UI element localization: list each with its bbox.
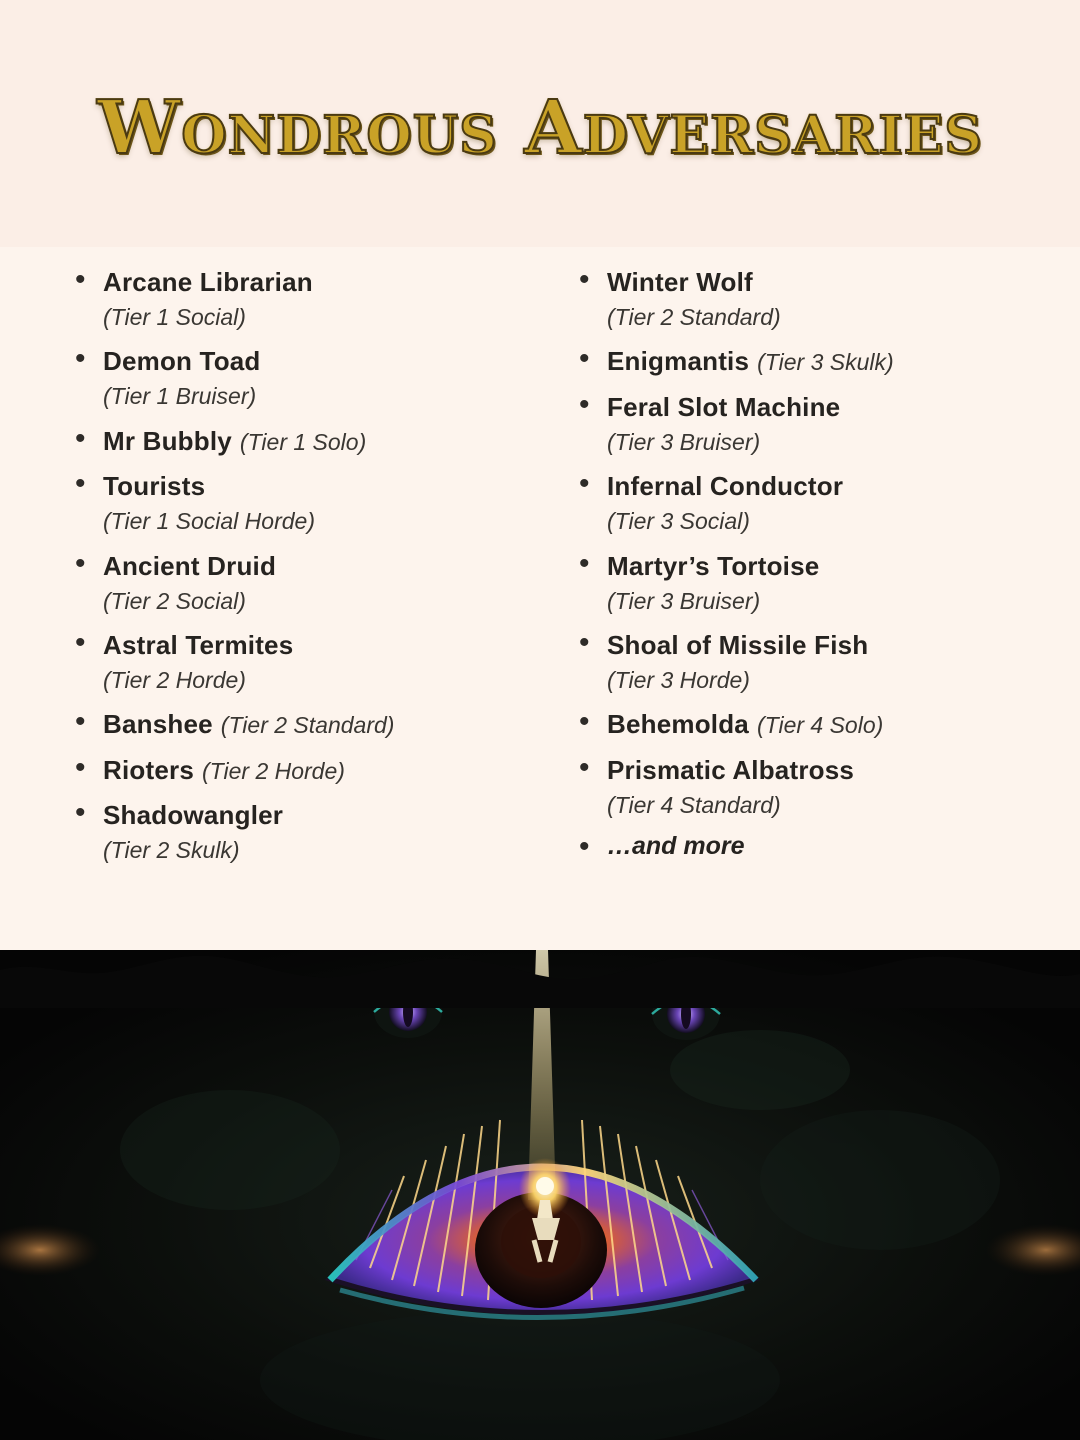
adversary-list-item bbox=[559, 549, 1025, 618]
adversary-list-item bbox=[559, 265, 1025, 334]
adversary-tier: (Tier 3 Horde) bbox=[607, 667, 750, 694]
adversary-list-item bbox=[559, 344, 1025, 379]
adversary-tier: (Tier 2 Skulk) bbox=[103, 837, 240, 864]
adversary-name: Rioters bbox=[103, 754, 194, 785]
adversary-tier: (Tier 3 Bruiser) bbox=[607, 428, 761, 455]
page-title: Wondrous Adversaries bbox=[97, 84, 983, 171]
adversary-name: Ancient Druid bbox=[103, 550, 277, 581]
adversary-list-right bbox=[559, 265, 1025, 861]
adversary-tier: (Tier 1 Social) bbox=[103, 303, 246, 330]
adversary-list-item bbox=[559, 628, 1025, 697]
adversary-list-item bbox=[55, 549, 521, 618]
adversary-name: Enigmantis bbox=[607, 346, 750, 377]
adversary-tier: (Tier 1 Bruiser) bbox=[103, 383, 257, 410]
adversary-name: Banshee bbox=[103, 709, 213, 740]
adversary-tier: (Tier 3 Bruiser) bbox=[607, 587, 761, 614]
adversary-name: …and more bbox=[607, 832, 745, 861]
adversary-list-item bbox=[55, 753, 521, 788]
adversary-name: Feral Slot Machine bbox=[607, 391, 841, 422]
adversary-list-left bbox=[55, 265, 521, 868]
adversary-list-item bbox=[559, 753, 1025, 822]
adversary-tier: (Tier 1 Social Horde) bbox=[103, 508, 315, 535]
monster-artwork bbox=[0, 950, 1080, 1440]
adversary-name: Astral Termites bbox=[103, 629, 294, 660]
adversary-name: Winter Wolf bbox=[607, 266, 753, 297]
adversary-column-right bbox=[559, 265, 1025, 878]
adversary-tier: (Tier 4 Solo) bbox=[756, 712, 884, 739]
adversary-tier: (Tier 3 Skulk) bbox=[757, 349, 894, 376]
adversary-list-panel bbox=[0, 247, 1080, 1007]
adversary-list-item bbox=[55, 424, 521, 459]
adversary-tier: (Tier 4 Standard) bbox=[607, 791, 781, 818]
adversary-name: Martyr’s Tortoise bbox=[607, 550, 820, 581]
adversary-name: Shadowangler bbox=[103, 800, 284, 831]
adversary-name: Arcane Librarian bbox=[103, 266, 313, 297]
adversary-name: Tourists bbox=[103, 471, 206, 502]
adversary-columns bbox=[55, 247, 1025, 878]
adversary-name: Mr Bubbly bbox=[103, 425, 232, 456]
adversary-list-item bbox=[55, 469, 521, 538]
adversary-column-left bbox=[55, 265, 521, 878]
adversary-list-item bbox=[55, 707, 521, 742]
adversary-name: Shoal of Missile Fish bbox=[607, 629, 869, 660]
adversary-name: Demon Toad bbox=[103, 346, 261, 377]
adversary-tier: (Tier 2 Standard) bbox=[607, 303, 781, 330]
page-title-container bbox=[0, 0, 1080, 217]
adversary-name: Infernal Conductor bbox=[607, 471, 844, 502]
adversary-list-item bbox=[55, 344, 521, 413]
adversary-name: Prismatic Albatross bbox=[607, 754, 855, 785]
adversary-tier: (Tier 3 Social) bbox=[607, 508, 750, 535]
adversary-list-item bbox=[559, 390, 1025, 459]
adversary-list-item bbox=[55, 798, 521, 867]
adversary-tier: (Tier 2 Horde) bbox=[103, 667, 246, 694]
adversary-tier: (Tier 2 Social) bbox=[103, 587, 246, 614]
adversary-list-item bbox=[55, 265, 521, 334]
adversary-name: Behemolda bbox=[607, 709, 749, 740]
adversary-tier: (Tier 2 Standard) bbox=[220, 712, 395, 739]
adversary-list-item bbox=[55, 628, 521, 697]
torn-edge-shape bbox=[0, 950, 1080, 1008]
adversary-list-item bbox=[559, 707, 1025, 742]
adversary-list-item bbox=[559, 832, 1025, 861]
adversary-tier: (Tier 2 Horde) bbox=[201, 757, 345, 784]
adversary-list-item bbox=[559, 469, 1025, 538]
eye-illustration bbox=[0, 950, 1080, 1440]
adversary-tier: (Tier 1 Solo) bbox=[239, 428, 367, 455]
